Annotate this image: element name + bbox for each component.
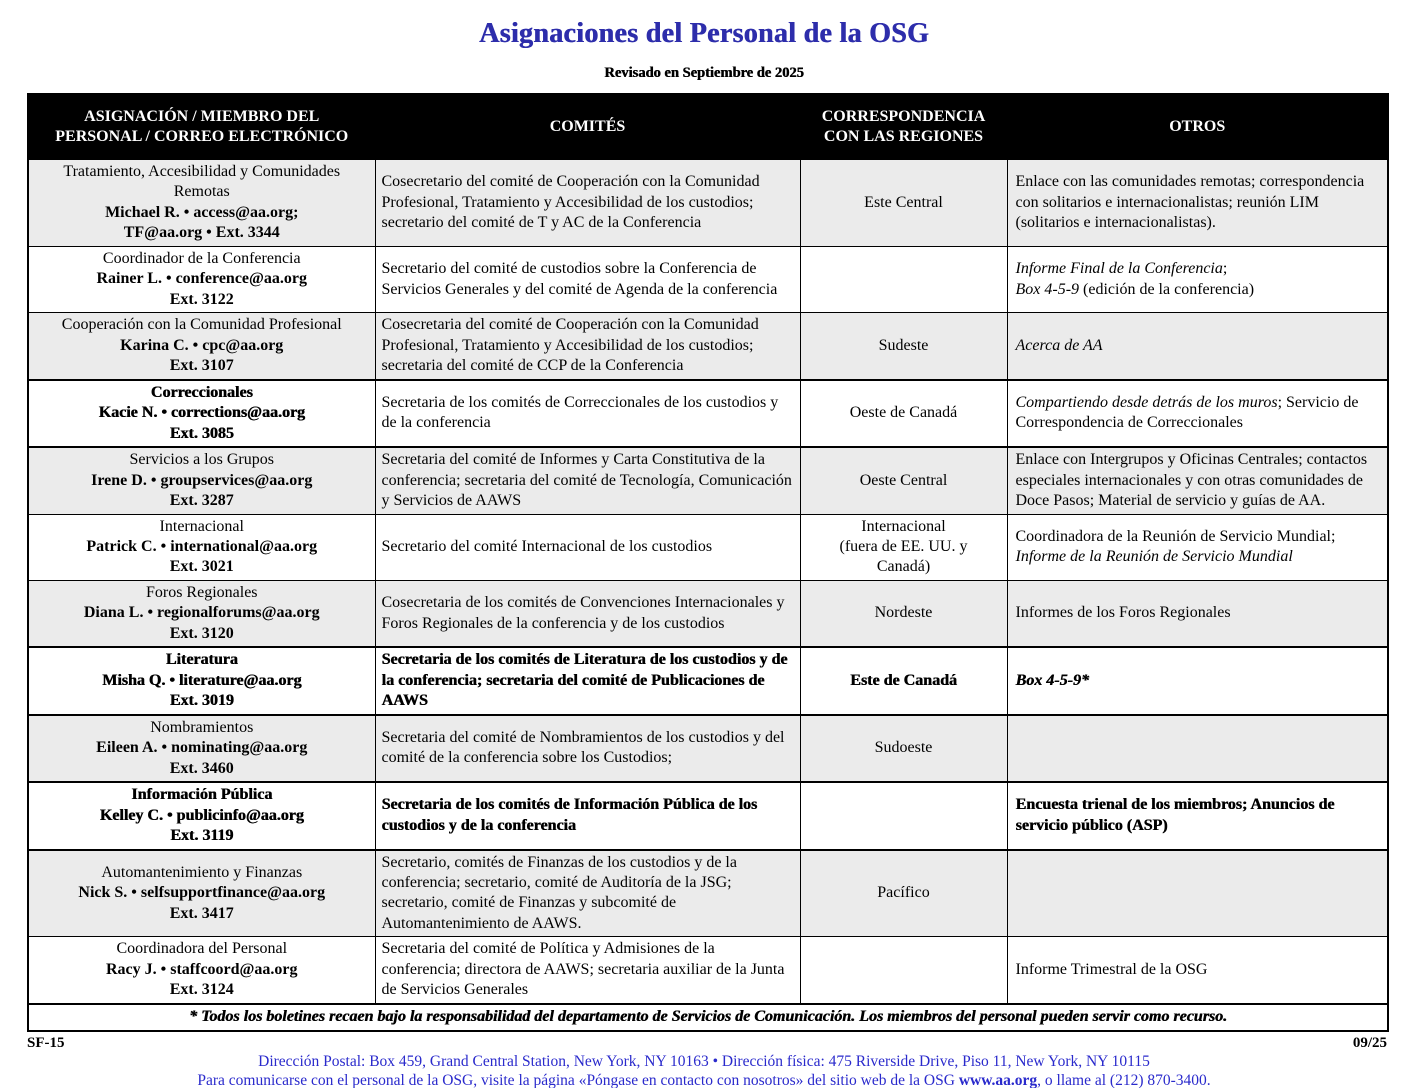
committees-cell: Secretario, comités de Finanzas de los custodios y de la conferencia; secretario, comité de Auditoría de la JSG; secretario, comité de Finanzas y subcomité de Automantenimiento de AAWS. — [375, 850, 800, 937]
osg-website-link: www.aa.org — [958, 1071, 1038, 1088]
table-row — [28, 647, 1388, 714]
table-row — [28, 380, 1388, 447]
region-cell: Pacífico — [800, 850, 1007, 937]
others-text: Enlace con Intergrupos y Oficinas Centrales; contactos especiales internacionales y con otras comunidades de Doce Pasos; Material de servicio y guías de AA. — [1015, 451, 1368, 510]
column-header-assignment: ASIGNACIÓN / MIEMBRO DEL PERSONAL / CORREO ELECTRÓNICO — [28, 94, 375, 160]
contact-line: Ext. 3021 — [169, 558, 234, 576]
assignment-title: Información Pública — [131, 786, 273, 804]
region-cell — [800, 937, 1007, 1004]
others-text: ; — [1222, 260, 1228, 278]
others-cell — [1007, 647, 1388, 714]
region-cell: Oeste Central — [800, 447, 1007, 514]
table-row — [28, 160, 1388, 247]
region-cell — [800, 246, 1007, 312]
assignment-cell — [28, 447, 375, 514]
committees-cell: Secretaria de los comités de Información Pública de los custodios y de la conferencia — [375, 782, 800, 849]
assignment-cell — [28, 246, 375, 312]
committees-cell: Secretaria del comité de Nombramientos de los custodios y del comité de la conferencia sobre los Custodios; — [375, 715, 800, 782]
contact-line: Nick S. • selfsupportfinance@aa.org — [78, 884, 326, 902]
assignment-title: Foros Regionales — [145, 583, 258, 601]
contact-line: Diana L. • regionalforums@aa.org — [83, 604, 320, 622]
assignment-cell — [28, 782, 375, 849]
region-cell: Este de Canadá — [800, 647, 1007, 714]
contact-line: Ext. 3417 — [169, 904, 234, 922]
footer-contact-line — [0, 1072, 1408, 1088]
contact-line: Kacie N. • corrections@aa.org — [98, 404, 305, 422]
committees-cell: Secretaria del comité de Política y Admisiones de la conferencia; directora de AAWS; secretaria auxiliar de la Junta de Servicios Generales — [375, 937, 800, 1004]
footer-contact-suffix: , o llame al (212) 870-3400. — [1037, 1071, 1211, 1088]
table-row — [28, 782, 1388, 849]
table-row — [28, 246, 1388, 312]
others-text: Coordinadora de la Reunión de Servicio Mundial; — [1015, 527, 1336, 545]
contact-line: Ext. 3122 — [169, 290, 234, 308]
table-row — [28, 580, 1388, 647]
contact-line: Ext. 3120 — [169, 624, 234, 642]
publication-title: Acerca de AA — [1015, 336, 1103, 354]
contact-line: Ext. 3460 — [169, 759, 234, 777]
region-cell: Este Central — [800, 160, 1007, 247]
others-cell — [1007, 380, 1388, 447]
date-code: 09/25 — [1352, 1034, 1387, 1051]
committees-cell: Cosecretaria de los comités de Convenciones Internacionales y Foros Regionales de la conferencia y de los custodios — [375, 580, 800, 647]
assignment-title: Nombramientos — [150, 718, 254, 736]
region-cell: Nordeste — [800, 580, 1007, 647]
assignment-cell — [28, 647, 375, 714]
others-text: Informe Trimestral de la OSG — [1015, 960, 1208, 978]
others-cell — [1007, 313, 1388, 380]
page-title: Asignaciones del Personal de la OSG — [479, 18, 929, 49]
meta-row — [27, 1035, 1387, 1052]
region-cell: Oeste de Canadá — [800, 380, 1007, 447]
others-text: Enlace con las comunidades remotas; correspondencia con solitarios e internacionalistas; reunión LIM (solitarios e internacionalistas). — [1015, 173, 1365, 232]
committees-cell: Cosecretario del comité de Cooperación con la Comunidad Profesional, Tratamiento y Accesibilidad de los custodios; secretario del comité de T y AC de la Conferencia — [375, 160, 800, 247]
others-text: Informes de los Foros Regionales — [1015, 604, 1231, 622]
footnote-section — [28, 1004, 1388, 1031]
others-cell — [1007, 715, 1388, 782]
contact-line: Misha Q. • literature@aa.org — [102, 671, 302, 689]
publication-title: Informe Final de la Conferencia — [1015, 260, 1223, 278]
others-text: (edición de la conferencia) — [1079, 280, 1255, 298]
committees-cell: Secretario del comité Internacional de los custodios — [375, 514, 800, 580]
contact-line: Ext. 3119 — [170, 827, 234, 845]
staff-assignments-table — [27, 93, 1389, 1032]
publication-title: Informe de la Reunión de Servicio Mundial — [1015, 548, 1293, 566]
assignment-title: Correccionales — [150, 383, 253, 401]
form-number: SF-15 — [27, 1034, 65, 1051]
committees-cell: Secretaria de los comités de Literatura de los custodios y de la conferencia; secretaria del comité de Publicaciones de AAWS — [375, 647, 800, 714]
assignment-cell — [28, 580, 375, 647]
assignment-title: Coordinador de la Conferencia — [102, 249, 301, 267]
others-cell — [1007, 782, 1388, 849]
column-header-others: OTROS — [1007, 94, 1388, 160]
table-row — [28, 514, 1388, 580]
contact-line: Ext. 3124 — [169, 981, 234, 999]
assignment-cell — [28, 380, 375, 447]
assignment-title: Literatura — [165, 651, 238, 669]
revision-date: Revisado en Septiembre de 2025 — [604, 65, 804, 81]
table-row — [28, 447, 1388, 514]
footer-contact-prefix: Para comunicarse con el personal de la OSG, visite la página «Póngase en contacto con nosotros» del sitio web de la OSG — [197, 1071, 959, 1088]
contact-line: Racy J. • staffcoord@aa.org — [105, 960, 298, 978]
others-cell — [1007, 160, 1388, 247]
table-row — [28, 313, 1388, 380]
assignment-title: Cooperación con la Comunidad Profesional — [61, 316, 342, 334]
contact-line: Patrick C. • international@aa.org — [86, 537, 318, 555]
committees-cell: Secretaria de los comités de Correccionales de los custodios y de la conferencia — [375, 380, 800, 447]
footnote-text: * Todos los boletines recaen bajo la responsabilidad del departamento de Servicios de Comunicación. Los miembros del personal pueden servir como recurso. — [28, 1004, 1388, 1031]
assignment-title: Tratamiento, Accesibilidad y Comunidades Remotas — [63, 163, 341, 201]
assignment-title: Automantenimiento y Finanzas — [101, 863, 303, 881]
assignment-cell — [28, 313, 375, 380]
committees-cell: Secretaria del comité de Informes y Carta Constitutiva de la conferencia; secretaria del comité de Tecnología, Comunicación y Servicios de AAWS — [375, 447, 800, 514]
others-text: Encuesta trienal de los miembros; Anuncios de servicio público (ASP) — [1015, 796, 1335, 834]
contact-line: Karina C. • cpc@aa.org — [120, 336, 284, 354]
table-row — [28, 937, 1388, 1004]
others-cell — [1007, 580, 1388, 647]
region-cell: Sudeste — [800, 313, 1007, 380]
table-header-row — [28, 94, 1388, 160]
assignment-cell — [28, 850, 375, 937]
contact-line: Eileen A. • nominating@aa.org — [96, 739, 308, 757]
others-cell — [1007, 246, 1388, 312]
region-cell: Sudoeste — [800, 715, 1007, 782]
contact-line: TF@aa.org • Ext. 3344 — [123, 224, 280, 242]
publication-title: Box 4-5-9 — [1015, 280, 1080, 298]
assignment-cell — [28, 715, 375, 782]
others-text: ; Servicio de Correspondencia de Correccionales — [1015, 393, 1359, 432]
publication-title: Box 4-5-9* — [1015, 671, 1089, 689]
assignment-title: Coordinadora del Personal — [116, 940, 288, 958]
region-cell — [800, 782, 1007, 849]
contact-line: Irene D. • groupservices@aa.org — [91, 471, 313, 489]
assignment-cell — [28, 937, 375, 1004]
contact-line: Rainer L. • conference@aa.org — [96, 270, 307, 288]
others-cell — [1007, 447, 1388, 514]
table-row — [28, 850, 1388, 937]
assignment-cell — [28, 514, 375, 580]
contact-line: Ext. 3019 — [169, 692, 234, 710]
others-cell — [1007, 514, 1388, 580]
others-cell — [1007, 850, 1388, 937]
staff-table-body — [28, 160, 1388, 1004]
publication-title: Compartiendo desde detrás de los muros — [1015, 393, 1278, 411]
others-cell — [1007, 937, 1388, 1004]
footer-address-line: Dirección Postal: Box 459, Grand Central Station, New York, NY 10163 • Dirección física: 475 Riverside Drive, Piso 11, New York, NY 10115 — [258, 1052, 1150, 1070]
column-header-regions: CORRESPONDENCIA CON LAS REGIONES — [800, 94, 1007, 160]
region-cell: Internacional (fuera de EE. UU. y Canadá) — [800, 514, 1007, 580]
contact-line: Ext. 3085 — [169, 424, 234, 442]
committees-cell: Cosecretaria del comité de Cooperación con la Comunidad Profesional, Tratamiento y Accesibilidad de los custodios; secretaria del comité de CCP de la Conferencia — [375, 313, 800, 380]
assignment-title: Internacional — [159, 517, 244, 535]
assignment-cell — [28, 160, 375, 247]
contact-line: Michael R. • access@aa.org; — [105, 203, 299, 221]
column-header-committees: COMITÉS — [375, 94, 800, 160]
assignment-title: Servicios a los Grupos — [129, 451, 274, 469]
contact-line: Ext. 3287 — [169, 492, 234, 510]
footnote-row — [28, 1004, 1388, 1031]
table-row — [28, 715, 1388, 782]
contact-line: Ext. 3107 — [169, 357, 234, 375]
committees-cell: Secretario del comité de custodios sobre la Conferencia de Servicios Generales y del comité de Agenda de la conferencia — [375, 246, 800, 312]
table-header — [28, 94, 1388, 160]
contact-line: Kelley C. • publicinfo@aa.org — [99, 806, 304, 824]
